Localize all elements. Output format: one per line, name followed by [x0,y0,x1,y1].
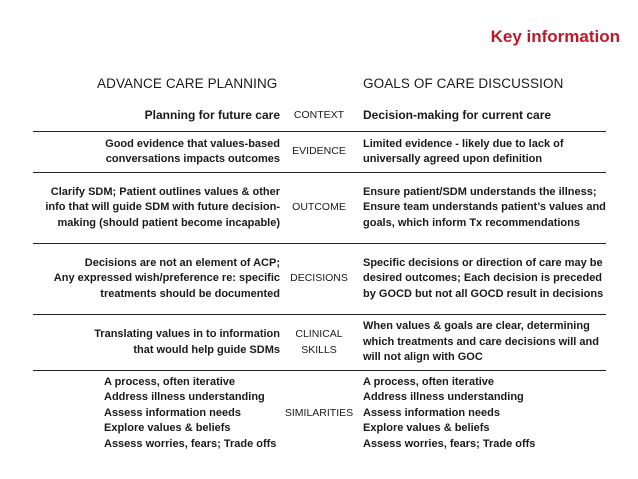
comparison-table [33,100,606,456]
row-outcome [33,173,606,244]
outcome-acp-cell: Clarify SDM; Patient outlines values & other info that will guide SDM with future decision- making (should patient become incapable) [45,185,280,229]
evidence-acp-cell: Good evidence that values-based conversations impacts outcomes [105,137,280,165]
page-title: Key information [490,27,620,46]
decisions-acp-cell: Decisions are not an element of ACP; Any expressed wish/preference re: specific treatments should be documented [53,256,280,300]
similarities-gocd-cell: A process, often iterative Address illness understanding Assess information needs Explore values & beliefs Assess worries, fears; Trade offs [363,375,536,450]
outcome-gocd-cell: Ensure patient/SDM understands the illness; Ensure team understands patient’s values and goals, which inform Tx recommendations [363,185,606,229]
header-goals-of-care-discussion: GOALS OF CARE DISCUSSION [363,76,564,91]
row-clinical-skills [33,315,606,371]
row-label-decisions: DECISIONS [290,272,348,285]
context-acp-cell: Planning for future care [144,107,280,122]
row-decisions [33,244,606,315]
context-gocd-cell: Decision-making for current care [363,107,552,122]
header-advance-care-planning: ADVANCE CARE PLANNING [97,76,278,91]
row-context [33,100,606,132]
clinical-skills-gocd-cell: When values & goals are clear, determining which treatments and care decisions will and will not align with GOC [363,320,599,364]
similarities-acp-cell: A process, often iterative Address illness understanding Assess information needs Explore values & beliefs Assess worries, fears; Trade offs [104,375,277,450]
row-similarities [33,371,606,456]
decisions-gocd-cell: Specific decisions or direction of care may be desired outcomes; Each decision is preceded by GOCD but not all GOCD result in decisions [363,256,604,300]
row-label-clinical-skills: CLINICAL SKILLS [295,328,343,356]
row-label-similarities: SIMILARITIES [284,406,354,419]
row-label-outcome: OUTCOME [292,201,346,214]
evidence-gocd-cell: Limited evidence - likely due to lack of universally agreed upon definition [363,137,564,165]
row-label-context: CONTEXT [293,108,345,121]
row-label-evidence: EVIDENCE [292,145,346,158]
row-evidence [33,132,606,173]
clinical-skills-acp-cell: Translating values in to information that would help guide SDMs [94,328,280,356]
